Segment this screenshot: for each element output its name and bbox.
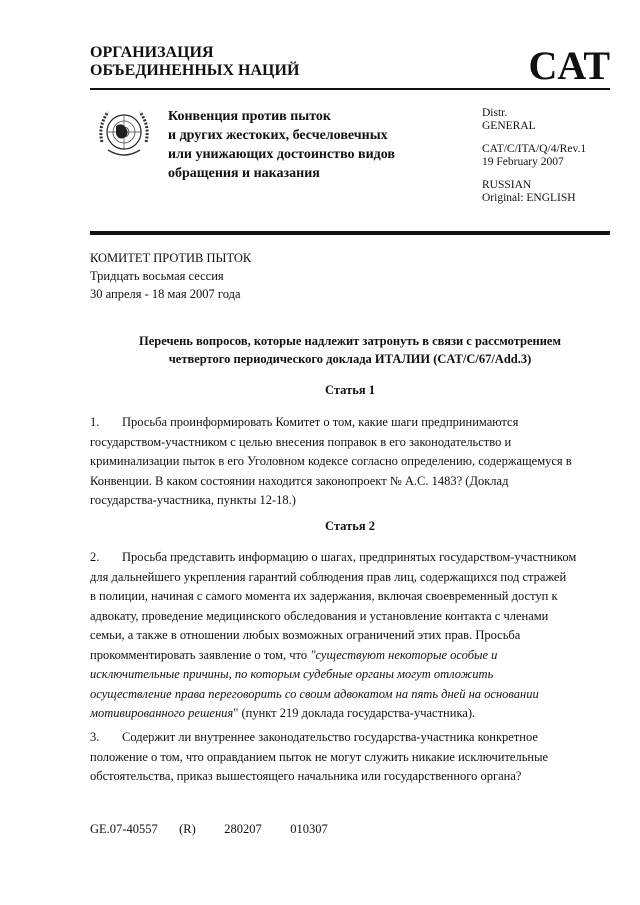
paragraph-2	[90, 548, 615, 724]
quote-text: исключительные причины, по которым судебные органы могут отложить	[90, 667, 494, 681]
committee-name: КОМИТЕТ ПРОТИВ ПЫТОК	[90, 251, 252, 265]
paragraph-number: 3.	[90, 730, 100, 744]
original-language: Original: ENGLISH	[482, 192, 576, 204]
text-line: для дальнейшего укрепления гарантий соблюдения прав лиц, содержащихся под стражей	[90, 569, 567, 584]
convention-line: Конвенция против пыток	[168, 109, 331, 124]
session: Тридцать восьмая сессия	[90, 269, 224, 283]
org-line: ОРГАНИЗАЦИЯ	[90, 44, 214, 61]
quote-text: мотивированного решения	[90, 706, 234, 720]
organization-name	[90, 44, 299, 80]
un-emblem-icon	[94, 106, 154, 162]
text-line: положение о том, что оправданием пыток не могут служить никакие исключительные	[90, 749, 549, 764]
quote-text: осуществление права переговорить со своим адвокатом на пять дней на основании	[90, 686, 539, 701]
text-line: адвокату, проведение медицинского обследования и установление контакта с членами	[90, 608, 549, 623]
document-symbol-large: CAT	[528, 43, 610, 88]
title-line: четвертого периодического доклада ИТАЛИИ (CAT/C/67/Add.3)	[168, 352, 532, 366]
paragraph-number: 1.	[90, 415, 100, 429]
text-line: криминализации пыток в его Уголовном кодексе согласно определению, содержащемуся в	[90, 454, 572, 468]
paragraph-1	[90, 413, 615, 511]
convention-line: или унижающих достоинство видов	[168, 147, 395, 162]
article-heading: Статья 1	[325, 383, 375, 397]
distr-label: Distr.	[482, 107, 508, 119]
text-line: семьи, а также в отношении любых возможных ограничений этих прав. Просьба	[90, 628, 521, 642]
session-dates: 30 апреля - 18 мая 2007 года	[90, 287, 241, 301]
committee-info	[90, 249, 251, 303]
text-line: в полиции, начиная с самого момента их задержания, включая своевременный доступ к	[90, 589, 558, 603]
text-line: обстоятельства, приказ вышестоящего начальника или государственного органа?	[90, 769, 522, 783]
text-line: государства-участника, пункты 12-18.)	[90, 493, 296, 507]
quote-text: "существуют некоторые особые и	[310, 647, 498, 662]
article-heading: Статья 2	[325, 519, 375, 533]
text-line: Содержит ли внутреннее законодательство государства-участника конкретное	[122, 730, 538, 744]
text-line: Просьба проинформировать Комитет о том, какие шаги предпринимаются	[122, 415, 519, 429]
divider	[90, 88, 610, 90]
footer-job-number: GE.07-40557 (R) 280207 010307	[90, 822, 328, 836]
org-line: ОБЪЕДИНЕННЫХ НАЦИЙ	[90, 62, 300, 79]
doc-language: RUSSIAN	[482, 179, 532, 191]
paragraph-3	[90, 728, 615, 787]
text-line: " (пункт 219 доклада государства-участника).	[233, 706, 476, 720]
paragraph-number: 2.	[90, 550, 100, 564]
distr-type: GENERAL	[482, 120, 536, 132]
distribution-block	[482, 107, 586, 205]
title-line: Перечень вопросов, которые надлежит затронуть в связи с рассмотрением	[139, 334, 561, 348]
text-line: прокомментировать заявление о том, что	[90, 647, 311, 662]
convention-line: обращения и наказания	[168, 166, 320, 181]
text-line: Конвенции. В каком состоянии находится законопроект № A.C. 1483? (Доклад	[90, 473, 509, 488]
text-line: Просьба представить информацию о шагах, предпринятых государством-участником	[122, 550, 577, 564]
text-line: государством-участником с целью внесения поправок в его законодательство и	[90, 434, 512, 449]
doc-symbol: CAT/C/ITA/Q/4/Rev.1	[482, 143, 587, 155]
convention-line: и других жестоких, бесчеловечных	[168, 128, 388, 143]
document-title	[90, 332, 610, 368]
doc-date: 19 February 2007	[482, 156, 564, 168]
convention-title	[168, 107, 395, 183]
divider-thick	[90, 231, 610, 235]
